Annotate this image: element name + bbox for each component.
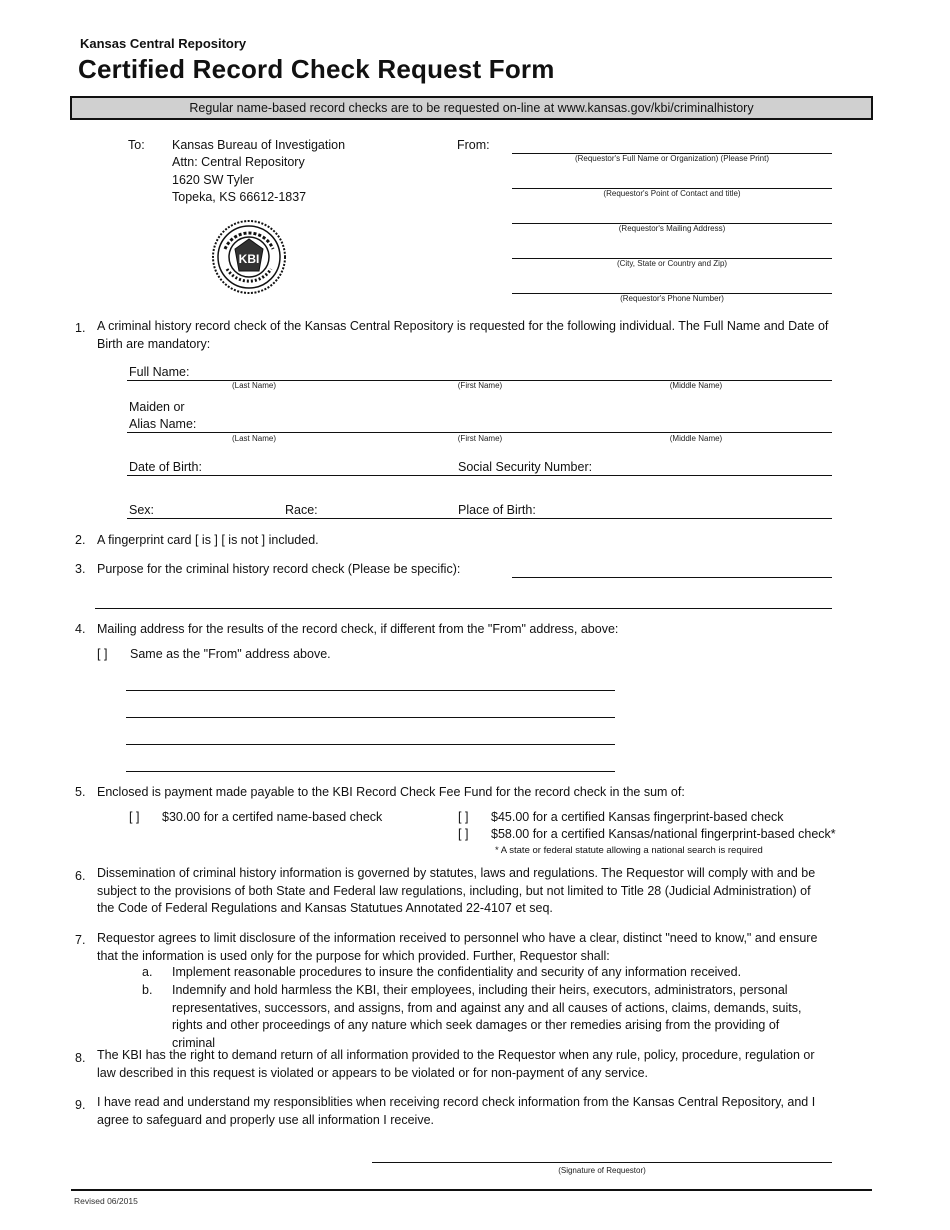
full-name-first-caption: (First Name) [457,381,503,390]
alias-middle-caption: (Middle Name) [669,434,723,443]
section-3-text: Purpose for the criminal history record check (Please be specific): [97,562,461,576]
same-address-checkbox[interactable]: [ ] [97,647,108,661]
section-7a-label: a. [142,965,153,979]
pob-label: Place of Birth: [458,503,536,517]
alias-last-caption: (Last Name) [231,434,276,443]
section-6-text: Dissemination of criminal history information is governed by statutes, laws and regulations. The Requestor will comply with and be subject to the provisions of both State and Federal law regulations, including, but not limited to Title 28 (Judicial Administration) of the Code of Federal Regulations and Kansas Statutues Annotated 22-4107 et seq. [97,866,816,915]
same-address-label: Same as the "From" address above. [130,647,331,661]
from-city-caption: (City, State or Country and Zip) [616,259,728,268]
from-address-caption: (Requestor's Mailing Address) [618,224,726,233]
svg-text:KBI: KBI [238,252,260,266]
signature-caption: (Signature of Requestor) [558,1166,646,1175]
section-8-text: The KBI has the right to demand return of all information provided to the Requestor when any rule, policy, procedure, regulation or law described in this request is violated or appears to be violated or for non-payment of any service. [97,1048,815,1080]
from-phone-caption: (Requestor's Phone Number) [620,294,724,303]
section-4-text: Mailing address for the results of the record check, if different from the "From" address, above: [97,622,619,636]
full-name-last-caption: (Last Name) [231,381,276,390]
section-4-number: 4. [75,622,86,636]
mailing-line-3[interactable] [126,744,615,745]
dob-ssn-line[interactable] [127,475,832,476]
section-7a-text: Implement reasonable procedures to insure the confidentiality and security of any information received. [172,965,742,979]
maiden-label: Maiden or [129,400,185,414]
fee-45-label: $45.00 for a certified Kansas fingerprint-based check [491,810,784,824]
section-9-number: 9. [75,1098,86,1112]
org-name: Kansas Central Repository [80,36,247,51]
revised-date: Revised 06/2015 [74,1196,138,1206]
fee-58-label: $58.00 for a certified Kansas/national fingerprint-based check* [491,827,836,841]
kbi-seal-icon [211,219,287,295]
dob-label: Date of Birth: [129,460,202,474]
section-6-number: 6. [75,869,86,883]
purpose-line-1[interactable] [512,577,832,578]
to-label: To: [128,138,145,152]
section-7-number: 7. [75,933,86,947]
section-3-number: 3. [75,562,86,576]
online-banner [70,96,873,120]
mailing-line-4[interactable] [126,771,615,772]
section-9-text: I have read and understand my responsiblities when receiving record check information from the Kansas Central Repository, and I agree to safeguard and properly use all information I receive. [97,1095,816,1127]
section-7-text: Requestor agrees to limit disclosure of the information received to personnel who have a clear, distinct "need to know," and ensure that the information is used only for the purpose for which provided. Further, Requestor shall: [97,931,818,963]
section-2-text: A fingerprint card [ is ] [ is not ] included. [97,533,319,547]
alias-name-line[interactable] [127,432,832,433]
page-title: Certified Record Check Request Form [78,54,555,84]
section-5-number: 5. [75,785,86,799]
fee-58-checkbox[interactable]: [ ] [458,827,469,841]
purpose-line-2[interactable] [95,608,832,609]
to-line-1: Kansas Bureau of Investigation [172,138,346,152]
section-1-number: 1. [75,321,86,335]
to-line-3: 1620 SW Tyler [172,173,254,187]
section-8-number: 8. [75,1051,86,1065]
section-7b-text: Indemnify and hold harmless the KBI, their employees, including their heirs, executors, administrators, personal representatives, successors, and assigns, from and against any and all causes of actions, claims, demands, suits, rights and other proceedings of any nature which seek damages or ther remedies arising from the providing of criminal [172,983,802,1050]
from-contact-caption: (Requestor's Point of Contact and title) [603,189,741,198]
section-5-text: Enclosed is payment made payable to the KBI Record Check Fee Fund for the record check in the sum of: [97,785,685,799]
to-line-4: Topeka, KS 66612-1837 [172,190,307,204]
full-name-label: Full Name: [129,365,190,379]
fee-30-checkbox[interactable]: [ ] [129,810,140,824]
to-line-2: Attn: Central Repository [172,155,305,169]
alias-label: Alias Name: [129,417,197,431]
from-label: From: [457,138,490,152]
mailing-line-2[interactable] [126,717,615,718]
sex-label: Sex: [129,503,155,517]
mailing-line-1[interactable] [126,690,615,691]
race-label: Race: [285,503,318,517]
ssn-label: Social Security Number: [458,460,593,474]
alias-first-caption: (First Name) [457,434,503,443]
from-name-caption: (Requestor's Full Name or Organization) (Please Print) [574,154,770,163]
section-7b-label: b. [142,983,153,997]
sex-race-pob-line[interactable] [127,518,832,519]
banner-text: Regular name-based record checks are to be requested on-line at www.kansas.gov/kbi/criminalhistory [189,101,754,115]
full-name-middle-caption: (Middle Name) [669,381,723,390]
national-search-note: * A state or federal statute allowing a national search is required [495,845,763,856]
fee-45-checkbox[interactable]: [ ] [458,810,469,824]
section-2-number: 2. [75,533,86,547]
fee-30-label: $30.00 for a certifed name-based check [162,810,383,824]
footer-rule [71,1189,872,1191]
signature-line[interactable] [372,1162,832,1163]
section-1-text: A criminal history record check of the Kansas Central Repository is requested for the following individual. The Full Name and Date of Birth are mandatory: [97,319,829,351]
